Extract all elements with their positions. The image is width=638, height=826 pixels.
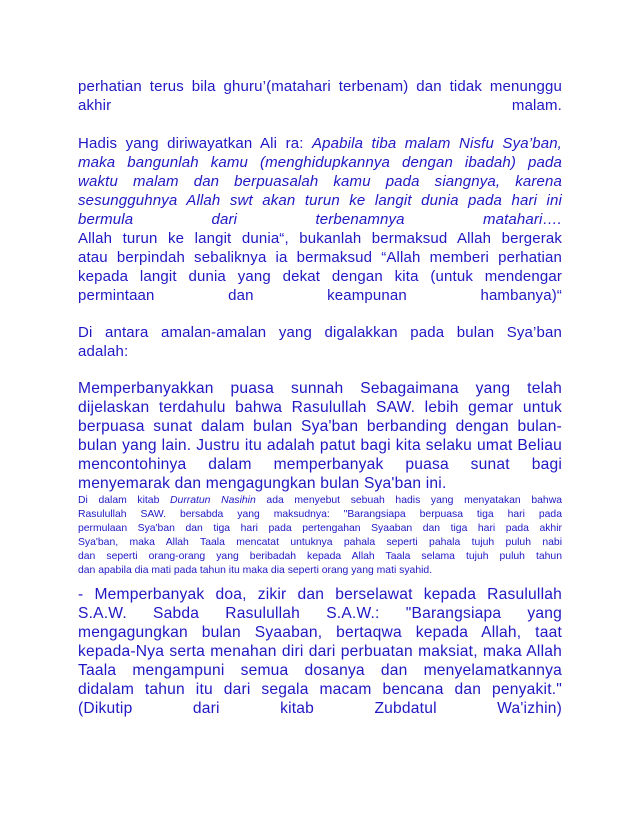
text-line [78, 96, 562, 116]
text-line: mencontohinya dalam memperbanyak puasa sunat bagi [78, 456, 562, 473]
text-fragment: malam. [511, 97, 562, 114]
text-line: dan seperti orang-orang yang beribadah kepada Allah Taala selama tujuh puluh tahun [78, 551, 562, 562]
text-line [78, 134, 562, 154]
text-line: permintaan dan keampunan hambanya)“ [78, 287, 562, 304]
text-line: Di antara amalan-amalan yang digalakkan pada bulan Sya’ban [78, 324, 562, 341]
text-line: perhatian terus bila ghuru’(matahari terbenam) dan tidak menunggu [78, 78, 562, 95]
text-line: S.A.W. Sabda Rasulullah S.A.W.: "Barangsiapa yang [78, 605, 562, 622]
text-line: waktu malam dan berpuasalah kamu pada siangnya, karena [78, 173, 562, 190]
text-fragment: Di dalam kitab [78, 495, 171, 506]
text-fragment: akhir [78, 97, 112, 114]
text-fragment: ada menyebut sebuah hadis yang menyatakan bahwa [255, 495, 562, 506]
text-line: dijelaskan terdahulu bahwa Rasulullah SAW. lebih gemar untuk [78, 399, 562, 416]
text-line: Sya'ban, maka Allah Taala mencatat untuknya pahala seperti pahala tujuh puluh nabi [78, 537, 562, 548]
text-line: - Memperbanyak doa, zikir dan berselawat kepada Rasulullah [78, 586, 562, 603]
text-line: bulan yang lain. Justru itu adalah patut bagi kita selaku umat Beliau [78, 437, 562, 454]
text-line: berpuasa sunat dalam bulan Sya'ban berbanding dengan bulan- [78, 418, 562, 435]
text-line: Allah turun ke langit dunia“, bukanlah bermaksud Allah bergerak [78, 230, 562, 247]
text-line: Rasulullah SAW. bersabda yang maksudnya: "Barangsiapa berpuasa tiga hari pada [78, 509, 562, 520]
text-line: menyemarak dan mengagungkan bulan Sya'ban ini. [78, 475, 447, 492]
italic-text: Apabila tiba malam Nisfu Sya’ban, [312, 135, 562, 152]
text-line: permulaan Sya'ban dan tiga hari pada pertengahan Syaaban dan tiga hari pada akhir [78, 523, 562, 534]
text-line [78, 494, 562, 509]
text-line: didalam tahun itu dari segala macam bencana dan penyakit." [78, 681, 562, 698]
text-line: kepada-Nya serta menahan diri dari perbuatan maksiat, maka Allah [78, 643, 562, 660]
text-line: kepada langit dunia yang dekat dengan kita (untuk mendengar [78, 268, 562, 285]
text-line: atau berpindah sebaliknya ia bermaksud “Allah memberi perhatian [78, 249, 562, 266]
italic-text: Durratun Nasihin [170, 495, 256, 506]
text-line: Memperbanyakkan puasa sunnah Sebagaimana yang telah [78, 380, 562, 397]
text-line: (Dikutip dari kitab Zubdatul Wa'izhin) [78, 700, 562, 717]
text-line: Taala mengampuni semua dosanya dan menyelamatkannya [78, 662, 562, 679]
text-line: adalah: [78, 343, 129, 360]
text-fragment: Hadis yang diriwayatkan Ali ra: [78, 135, 312, 152]
text-line: maka bangunlah kamu (menghidupkannya dengan ibadah) pada [78, 154, 562, 171]
text-line: mengagungkan bulan Syaaban, bertaqwa kepada Allah, taat [78, 624, 562, 641]
text-line: sesungguhnya Allah swt akan turun ke langit dunia pada hari ini [78, 192, 562, 209]
text-line: dan apabila dia mati pada tahun itu maka dia seperti orang yang mati syahid. [78, 565, 433, 576]
text-line: bermula dari terbenamnya matahari…. [78, 211, 562, 228]
